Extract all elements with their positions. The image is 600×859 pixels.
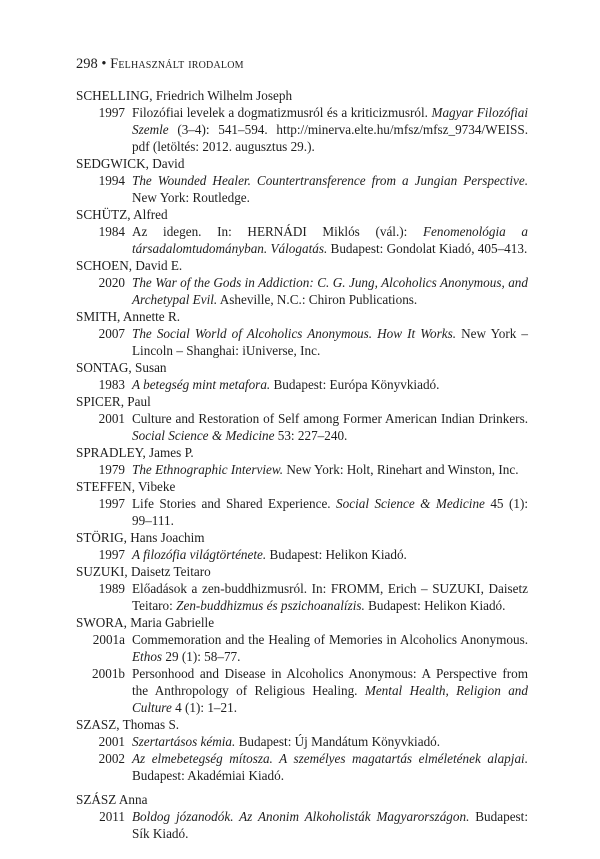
citation-segment: 53: 227–240.: [274, 428, 348, 443]
author-name: SZÁSZ Anna: [76, 792, 148, 807]
citation-segment: Commemoration and the Healing of Memories in Alcoholics Anonymous.: [132, 632, 528, 647]
author-name: SEDGWICK, David: [76, 156, 185, 171]
bibliography-entry: [76, 546, 528, 563]
bibliography-entry: [76, 376, 528, 393]
publication-year: 1984: [98, 224, 125, 239]
citation-text: [132, 325, 528, 359]
citation-title: Az elmebetegség mítosza. A személyes magatartás elméletének alapjai.: [132, 751, 528, 766]
header-bullet: •: [101, 56, 107, 72]
publication-year: 1979: [98, 462, 125, 477]
entry-spacer: [76, 784, 528, 791]
publication-year: 2011: [99, 809, 125, 824]
citation-segment: Budapest: Helikon Kiadó.: [364, 598, 506, 613]
author-name: SCHELLING, Friedrich Wilhelm Joseph: [76, 88, 293, 103]
bibliography-entry: [76, 172, 528, 206]
bibliography-entry: [76, 325, 528, 359]
bibliography-entry: [76, 733, 528, 750]
author-name: SCHÜTZ, Alfred: [76, 207, 168, 222]
citation-title: Ethos: [132, 649, 163, 664]
bibliography-entry: [76, 223, 528, 257]
citation-title: Social Science & Medicine: [336, 496, 485, 511]
publication-year: 1983: [98, 377, 125, 392]
citation-text: [132, 631, 528, 665]
citation-text: [132, 580, 528, 614]
running-head: [76, 56, 528, 73]
citation-title: A betegség mint metafora.: [132, 377, 271, 392]
citation-title: Social Science & Medicine: [132, 428, 275, 443]
citation-segment: New York: Routledge.: [132, 190, 250, 205]
citation-segment: Budapest: Akadémiai Kiadó.: [132, 768, 284, 783]
citation-segment: Budapest: Sík Kiadó.: [132, 809, 529, 841]
author-name: SPICER, Paul: [76, 394, 151, 409]
publication-year: 2001: [98, 734, 125, 749]
citation-segment: 29 (1): 58–77.: [162, 649, 241, 664]
publication-year: 2007: [98, 326, 125, 341]
citation-text: [132, 274, 528, 308]
citation-title: The Social World of Alcoholics Anonymous. How It Works.: [132, 326, 457, 341]
citation-text: [132, 733, 528, 750]
citation-segment: Budapest: Gondolat Kiadó, 405–413.: [327, 241, 528, 256]
citation-text: [132, 665, 528, 716]
citation-title: Szertartásos kémia.: [132, 734, 236, 749]
publication-year: 2001b: [92, 666, 125, 681]
publication-year: 1997: [98, 105, 125, 120]
citation-text: [132, 223, 528, 257]
citation-segment: New York: Holt, Rinehart and Winston, Inc.: [283, 462, 519, 477]
citation-segment: New York – Lincoln – Shanghai: iUniverse, Inc.: [132, 326, 529, 358]
publication-year: 1989: [98, 581, 125, 596]
citation-segment: Előadások a zen-buddhizmusról. In: FROMM, Erich – SUZUKI, Daisetz Teitaro:: [132, 581, 528, 613]
author-name: STEFFEN, Vibeke: [76, 479, 176, 494]
author-name: SUZUKI, Daisetz Teitaro: [76, 564, 211, 579]
author-name: STÖRIG, Hans Joachim: [76, 530, 205, 545]
citation-text: [132, 461, 528, 478]
citation-text: [132, 808, 528, 842]
citation-segment: Budapest: Helikon Kiadó.: [266, 547, 407, 562]
citation-text: [132, 546, 528, 563]
page-number: 298: [76, 56, 98, 72]
bibliography-entry: [76, 461, 528, 478]
bibliography-page: [76, 56, 528, 842]
citation-segment: 4 (1): 1–21.: [171, 700, 238, 715]
citation-text: [132, 750, 528, 784]
bibliography-entry: [76, 665, 528, 716]
citation-title: Zen-buddhizmus és pszichoanalízis.: [176, 598, 365, 613]
bibliography-entry: [76, 410, 528, 444]
citation-title: The Wounded Healer. Countertransference from a Jungian Perspective.: [132, 173, 528, 188]
citation-text: [132, 172, 528, 206]
citation-segment: Asheville, N.C.: Chiron Publications.: [217, 292, 418, 307]
author-name: SCHOEN, David E.: [76, 258, 183, 273]
citation-segment: 45 (1): 99–111.: [132, 496, 529, 528]
bibliography-entry: [76, 750, 528, 784]
citation-segment: Personhood and Disease in Alcoholics Anonymous: A Perspective from the Anthropology of Religious Healing.: [132, 666, 528, 698]
citation-title: Magyar Filozófiai Szemle: [132, 105, 528, 137]
publication-year: 2001: [98, 411, 125, 426]
publication-year: 1994: [98, 173, 125, 188]
citation-title: A filozófia világtörténete.: [132, 547, 267, 562]
bibliography-entry: [76, 274, 528, 308]
citation-segment: Filozófiai levelek a dogmatizmusról és a kriticizmusról.: [132, 105, 432, 120]
author-name: SWORA, Maria Gabrielle: [76, 615, 215, 630]
citation-title: The War of the Gods in Addiction: C. G. Jung, Alcoholics Anonymous, and Archetypal Evil.: [132, 275, 528, 307]
author-name: SONTAG, Susan: [76, 360, 167, 375]
author-name: SZASZ, Thomas S.: [76, 717, 180, 732]
publication-year: 2001a: [92, 632, 125, 647]
bibliography-list: [76, 87, 528, 842]
citation-segment: Budapest: Új Mandátum Könyvkiadó.: [235, 734, 441, 749]
citation-segment: Culture and Restoration of Self among Former American Indian Drinkers.: [132, 411, 528, 426]
citation-text: [132, 104, 528, 155]
publication-year: 1997: [98, 547, 125, 562]
author-name: SPRADLEY, James P.: [76, 445, 194, 460]
bibliography-entry: [76, 104, 528, 155]
citation-segment: Life Stories and Shared Experience.: [132, 496, 337, 511]
publication-year: 2002: [98, 751, 125, 766]
citation-segment: (3–4): 541–594. http://minerva.elte.hu/mfsz/mfsz_9734/WEISS. pdf (letöltés: 2012. augusztus 29.).: [132, 122, 528, 154]
bibliography-entry: [76, 808, 528, 842]
section-title: Felhasznált irodalom: [110, 56, 244, 72]
bibliography-entry: [76, 631, 528, 665]
bibliography-entry: [76, 495, 528, 529]
publication-year: 2020: [98, 275, 125, 290]
citation-text: [132, 376, 528, 393]
citation-text: [132, 410, 528, 444]
citation-segment: Az idegen. In: HERNÁDI Miklós (vál.):: [132, 224, 423, 239]
citation-text: [132, 495, 528, 529]
publication-year: 1997: [98, 496, 125, 511]
citation-title: Boldog józanodók. Az Anonim Alkoholisták Magyarországon.: [132, 809, 470, 824]
author-name: SMITH, Annette R.: [76, 309, 181, 324]
citation-title: The Ethnographic Interview.: [132, 462, 284, 477]
citation-title: Mental Health, Religion and Culture: [132, 683, 528, 715]
citation-segment: Budapest: Európa Könyvkiadó.: [270, 377, 440, 392]
bibliography-entry: [76, 580, 528, 614]
citation-title: Fenomenológia a társadalomtudományban. Válogatás.: [132, 224, 528, 256]
